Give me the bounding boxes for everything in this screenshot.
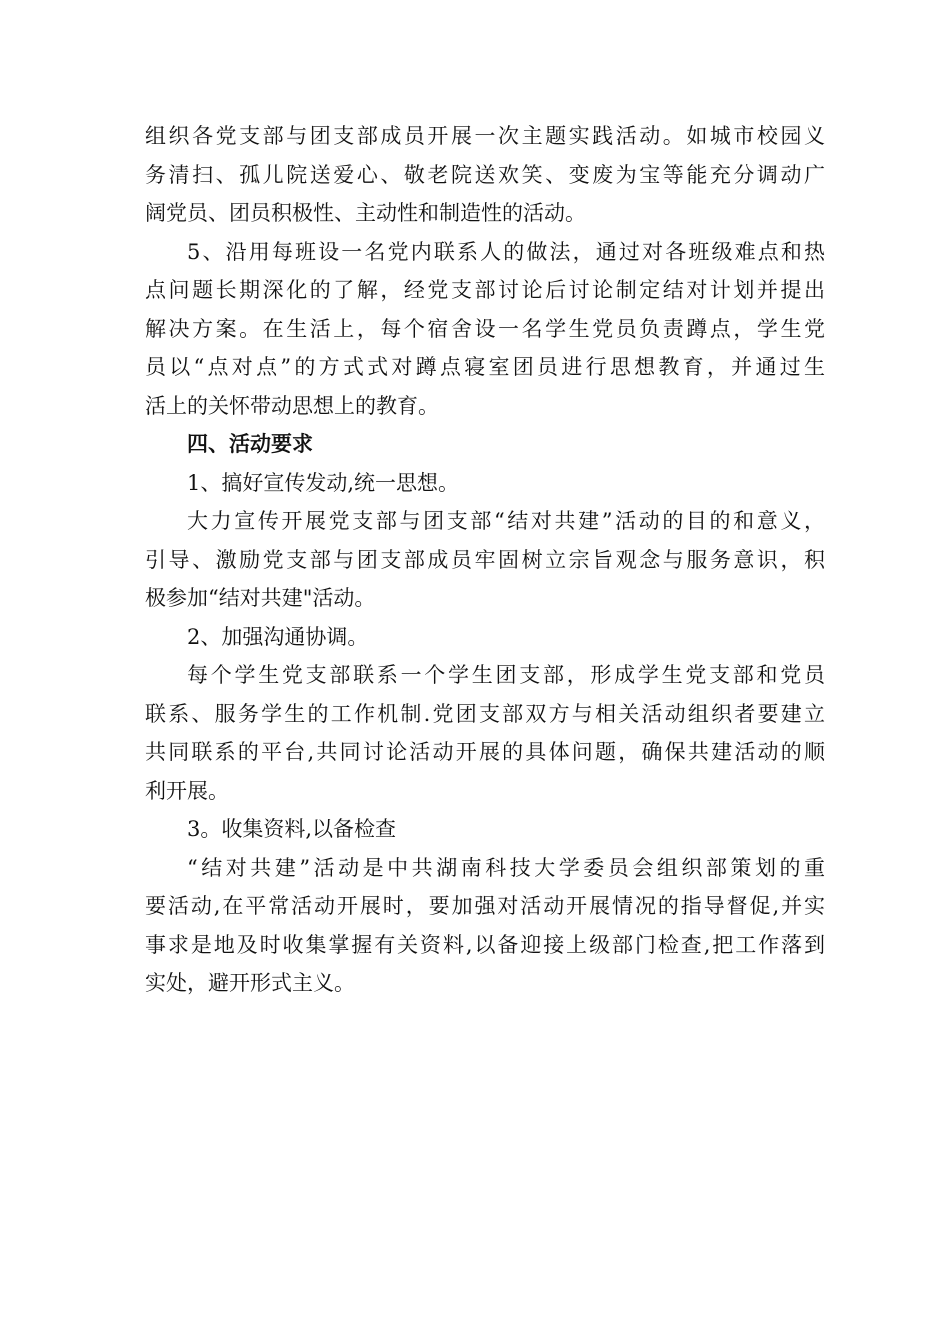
text-line: 阔党员、团员积极性、主动性和制造性的活动。	[145, 201, 586, 225]
document-body	[145, 117, 825, 1003]
subsection-title: 2、加强沟通协调。	[187, 624, 369, 649]
text-line: 引导、激励党支部与团支部成员牢固树立宗旨观念与服务意识，积	[145, 547, 825, 572]
paragraph-start: 每个学生党支部联系一个学生团支部，形成学生党支部和党员	[187, 663, 825, 687]
paragraph-start: 5、沿用每班设一名党内联系人的做法，通过对各班级难点和热	[187, 239, 825, 264]
text-line: 员以“点对点”的方式式对蹲点寝室团员进行思想教育，并通过生	[145, 355, 825, 379]
text-line: 实处，避开形式主义。	[145, 971, 355, 995]
text-line: 解决方案。在生活上，每个宿舍设一名学生党员负责蹲点，学生党	[145, 316, 825, 341]
section-heading: 四、活动要求	[187, 431, 313, 456]
text-line: 极参加“结对共建"活动。	[145, 586, 376, 610]
text-line: 点问题长期深化的了解，经党支部讨论后讨论制定结对计划并提出	[145, 278, 825, 302]
text-line: 务清扫、孤儿院送爱心、敬老院送欢笑、变废为宝等能充分调动广	[145, 162, 825, 187]
subsection-title: 3。收集资料,以备检查	[187, 817, 397, 841]
paragraph-start: 大力宣传开展党支部与团支部“结对共建”活动的目的和意义，	[187, 509, 825, 533]
text-line: 要活动,在平常活动开展时，要加强对活动开展情况的指导督促,并实	[145, 894, 825, 918]
text-line: 事求是地及时收集掌握有关资料,以备迎接上级部门检查,把工作落到	[145, 932, 825, 957]
text-line: 联系、服务学生的工作机制.党团支部双方与相关活动组织者要建立	[145, 701, 825, 726]
text-line: 利开展。	[145, 778, 229, 803]
text-line: 组织各党支部与团支部成员开展一次主题实践活动。如城市校园义	[145, 124, 825, 148]
paragraph-start: “结对共建”活动是中共湖南科技大学委员会组织部策划的重	[187, 855, 825, 880]
subsection-title: 1、搞好宣传发动,统一思想。	[187, 470, 460, 495]
text-line: 共同联系的平台,共同讨论活动开展的具体问题，确保共建活动的顺	[145, 740, 825, 764]
text-line: 活上的关怀带动思想上的教育。	[145, 393, 439, 418]
